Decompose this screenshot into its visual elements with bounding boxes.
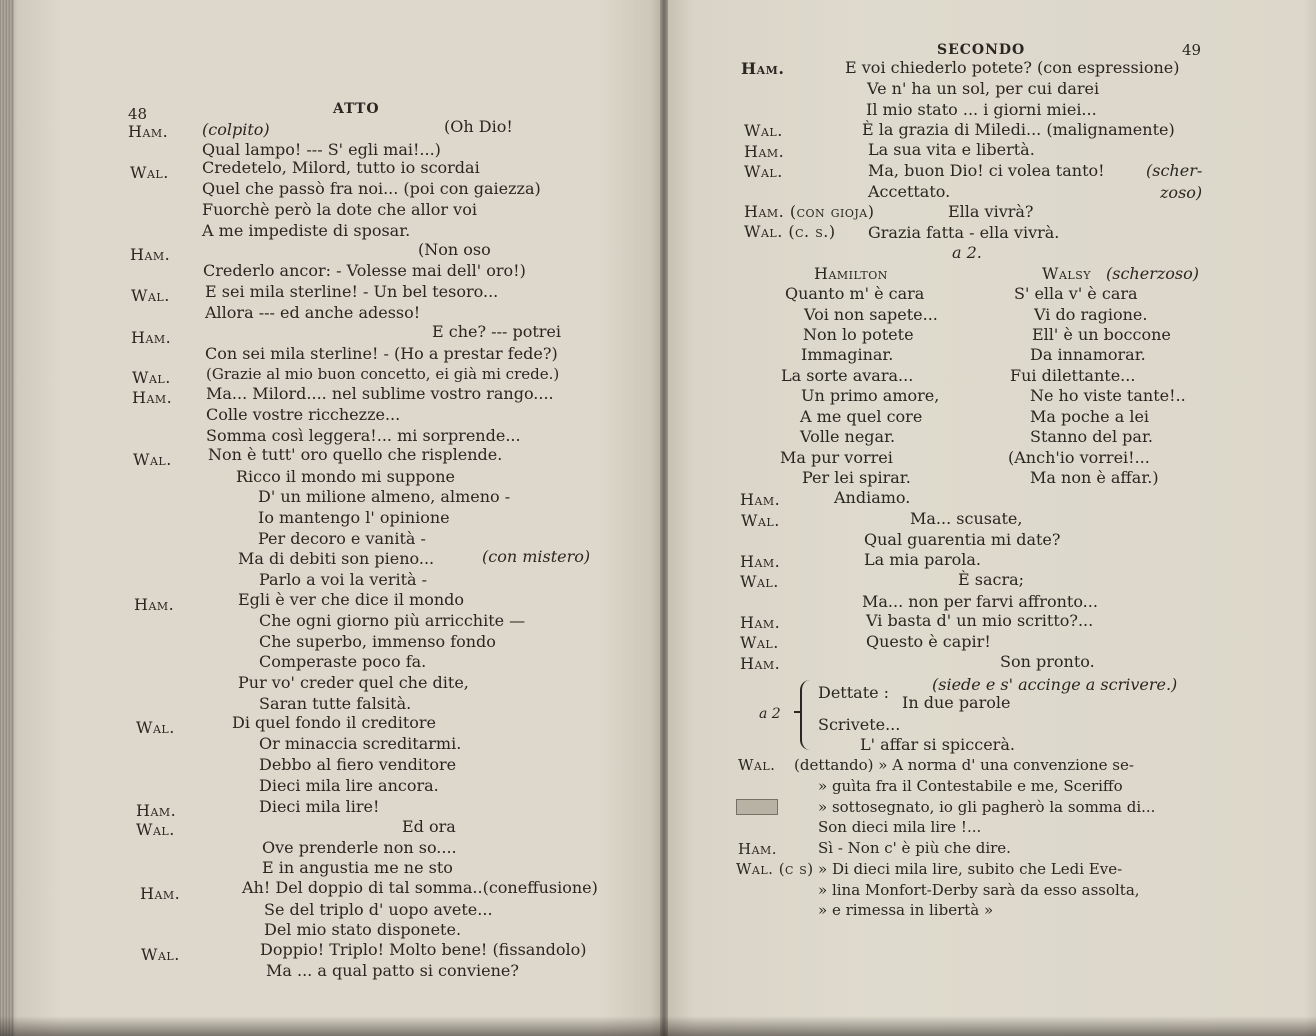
speaker-label: Ham. — [740, 490, 781, 509]
verse-line: Per decoro e vanità - — [258, 529, 426, 548]
verse-line: Ove prenderle non so.... — [262, 838, 457, 857]
prose-line: Son dieci mila lire !... — [818, 818, 982, 836]
duet-line: Un primo amore, — [801, 386, 940, 405]
speaker-label: Wal. — [740, 633, 779, 652]
verse-line: Saran tutte falsità. — [259, 694, 412, 713]
stage-direction: (siede e s' accinge a scrivere.) — [932, 675, 1178, 694]
speaker-label: Ham. — [740, 613, 781, 632]
verse-line: Fuorchè però la dote che allor voi — [202, 200, 477, 219]
verse-line: Or minaccia screditarmi. — [259, 734, 462, 753]
verse-line: Ella vivrà? — [948, 202, 1034, 221]
verse-line: E sei mila sterline! - Un bel tesoro... — [205, 282, 499, 301]
duet-line: La sorte avara... — [781, 366, 914, 385]
verse-line: (Non oso — [418, 240, 491, 259]
verse-line: La sua vita e libertà. — [868, 140, 1035, 159]
verse-line: Ma... scusate, — [910, 509, 1023, 528]
a2-marker: a 2 — [759, 706, 781, 722]
verse-line: Somma così leggera!... mi sorprende... — [206, 426, 521, 445]
verse-line: Qual lampo! --- S' egli mai!...) — [202, 140, 441, 159]
duet-name-left: Hamilton — [814, 264, 888, 283]
verse-line: Ricco il mondo mi suppone — [236, 467, 455, 486]
verse-line: Accettato. — [868, 182, 951, 201]
verse-line: E voi chiederlo potete? (con espressione) — [845, 58, 1180, 77]
ink-smudge — [736, 799, 778, 815]
speaker-label: Wal. (c. s.) — [744, 222, 836, 241]
verse-line: Scrivete... — [818, 715, 901, 734]
verse-line: Non è tutt' oro quello che risplende. — [208, 445, 503, 464]
verse-line: Andiamo. — [834, 488, 911, 507]
speaker-label: Wal. — [136, 820, 175, 839]
speaker-label: Ham. — [131, 328, 172, 347]
speaker-label: Ham. — [140, 884, 181, 903]
verse-line: E che? --- potrei — [432, 322, 562, 341]
speaker-label: Ham. — [136, 801, 177, 820]
verse-line: Comperaste poco fa. — [259, 652, 427, 671]
verse-line: Del mio stato disponete. — [264, 920, 462, 939]
verse-line: Dieci mila lire! — [259, 797, 380, 816]
duet-line: (Anch'io vorrei!... — [1008, 448, 1150, 467]
verse-line: Pur vo' creder quel che dite, — [238, 673, 469, 692]
verse-line: Ma ... a qual patto si conviene? — [266, 961, 519, 980]
verse-line: È la grazia di Miledi... (malignamente) — [862, 120, 1175, 139]
page-bottom-shadow — [0, 1016, 1316, 1036]
duet-line: Immaginar. — [801, 345, 894, 364]
duet-line: Per lei spirar. — [802, 468, 911, 487]
speaker-label: Ham. — [744, 142, 785, 161]
prose-line: » guìta fra il Contestabile e me, Sceriffo — [818, 777, 1123, 795]
book-gutter — [660, 0, 668, 1036]
speaker-label: Wal. — [741, 511, 780, 530]
speaker-label: Ham. — [130, 245, 171, 264]
verse-line: Ed ora — [402, 817, 456, 836]
verse-line: Dettate : — [818, 683, 890, 702]
duet-name-right: Walsy — [1042, 264, 1091, 283]
verse-line: (Oh Dio! — [444, 117, 513, 136]
verse-line: Parlo a voi la verità - — [259, 570, 428, 589]
verse-line: (Grazie al mio buon concetto, ei già mi crede.) — [206, 365, 560, 383]
verse-line: Se del triplo d' uopo avete... — [264, 900, 493, 919]
duet-line: Vi do ragione. — [1034, 305, 1148, 324]
verse-line: Ma di debiti son pieno... — [238, 549, 435, 568]
verse-line: Qual guarentia mi date? — [864, 530, 1061, 549]
speaker-label: Wal. — [141, 945, 180, 964]
a2-marker: a 2. — [952, 243, 982, 262]
verse-line: Grazia fatta - ella vivrà. — [868, 223, 1060, 242]
book-edge — [0, 0, 14, 1036]
verse-line: Questo è capir! — [866, 632, 991, 651]
verse-line: A me impediste di sposar. — [202, 221, 411, 240]
speaker-label: Ham. — [741, 59, 785, 78]
verse-line: Ma, buon Dio! ci volea tanto! — [868, 161, 1105, 180]
running-header: SECONDO — [937, 42, 1026, 58]
verse-line: Ah! Del doppio di tal somma..(coneffusione) — [242, 878, 598, 897]
duet-line: Non lo potete — [803, 325, 914, 344]
duet-line: Stanno del par. — [1030, 427, 1153, 446]
verse-line: Egli è ver che dice il mondo — [238, 590, 465, 609]
verse-line: Allora --- ed anche adesso! — [205, 303, 421, 322]
duet-line: Ell' è un boccone — [1032, 325, 1171, 344]
verse-line: Il mio stato ... i giorni miei... — [866, 100, 1097, 119]
verse-line: E in angustia me ne sto — [262, 858, 453, 877]
verse-line: Ma... non per farvi affronto... — [862, 592, 1098, 611]
verse-line: L' affar si spiccerà. — [860, 735, 1015, 754]
verse-line: Dieci mila lire ancora. — [259, 776, 439, 795]
verse-line: Quel che passò fra noi... (poi con gaiezza) — [202, 179, 541, 198]
duet-line: Ma pur vorrei — [780, 448, 893, 467]
verse-line: Vi basta d' un mio scritto?... — [866, 611, 1094, 630]
speaker-label: Wal. — [130, 163, 169, 182]
speaker-label: Wal. — [136, 718, 175, 737]
speaker-label: Ham. — [132, 388, 173, 407]
prose-line: » lina Monfort-Derby sarà da esso assolta, — [818, 881, 1140, 899]
verse-line: Con sei mila sterline! - (Ho a prestar fede?) — [205, 344, 558, 363]
prose-line: » e rimessa in libertà » — [818, 901, 994, 919]
verse-line: Credetelo, Milord, tutto io scordai — [202, 158, 480, 177]
duet-line: Ma poche a lei — [1030, 407, 1150, 426]
speaker-label: Ham. — [738, 840, 778, 858]
curly-brace-tip — [794, 711, 802, 713]
verse-line: La mia parola. — [864, 550, 981, 569]
duet-line: S' ella v' è cara — [1014, 284, 1138, 303]
speaker-label: Wal. — [744, 162, 783, 181]
verse-line: Io mantengo l' opinione — [258, 508, 450, 527]
verse-line: D' un milione almeno, almeno - — [258, 487, 511, 506]
duet-line: A me quel core — [800, 407, 923, 426]
duet-line: Da innamorar. — [1030, 345, 1146, 364]
verse-line: In due parole — [902, 693, 1011, 712]
duet-line: Ne ho viste tante!.. — [1030, 386, 1186, 405]
speaker-label: Ham. — [134, 595, 175, 614]
speaker-label: Wal. — [740, 572, 779, 591]
duet-line: Ma non è affar.) — [1030, 468, 1159, 487]
verse-line: Colle vostre ricchezze... — [206, 405, 401, 424]
speaker-label: Wal. — [133, 450, 172, 469]
verse-line: È sacra; — [958, 570, 1025, 589]
verse-line: Che ogni giorno più arricchite — — [259, 611, 526, 630]
prose-line: » sottosegnato, io gli pagherò la somma di... — [818, 798, 1156, 816]
prose-line: (dettando) » A norma d' una convenzione se- — [794, 756, 1134, 774]
verse-line: (colpito) — [202, 120, 270, 139]
duet-line: Fui dilettante... — [1010, 366, 1136, 385]
stage-direction: zoso) — [1160, 183, 1203, 202]
page-number: 49 — [1182, 41, 1202, 59]
running-header: ATTO — [333, 101, 380, 117]
page-number: 48 — [128, 105, 148, 123]
speaker-label: Ham. — [740, 654, 781, 673]
prose-line: Sì - Non c' è più che dire. — [818, 839, 1011, 857]
speaker-label: Ham. (con gioja) — [744, 202, 875, 221]
speaker-label: Wal. (c s) — [736, 860, 814, 878]
verse-line: Crederlo ancor: - Volesse mai dell' oro!) — [203, 261, 526, 280]
verse-line: Ve n' ha un sol, per cui darei — [867, 79, 1100, 98]
stage-direction: (con mistero) — [482, 547, 591, 566]
prose-line: » Di dieci mila lire, subito che Ledi Eve- — [818, 860, 1123, 878]
verse-line: Son pronto. — [1000, 652, 1095, 671]
stage-direction: (scher- — [1146, 161, 1203, 180]
verse-line: Debbo al fiero venditore — [259, 755, 457, 774]
duet-line: Voi non sapete... — [804, 305, 938, 324]
curly-brace — [800, 680, 814, 750]
speaker-label: Wal. — [131, 286, 170, 305]
speaker-label: Wal. — [132, 368, 171, 387]
verse-line: Che superbo, immenso fondo — [259, 632, 496, 651]
stage-direction: (scherzoso) — [1106, 264, 1199, 283]
duet-line: Quanto m' è cara — [785, 284, 925, 303]
speaker-label: Ham. — [128, 122, 169, 141]
duet-line: Volle negar. — [800, 427, 896, 446]
speaker-label: Wal. — [738, 756, 776, 774]
verse-line: Di quel fondo il creditore — [232, 713, 437, 732]
verse-line: Ma... Milord.... nel sublime vostro rango.... — [206, 384, 554, 403]
speaker-label: Ham. — [740, 552, 781, 571]
speaker-label: Wal. — [744, 121, 783, 140]
verse-line: Doppio! Triplo! Molto bene! (fissandolo) — [260, 940, 587, 959]
